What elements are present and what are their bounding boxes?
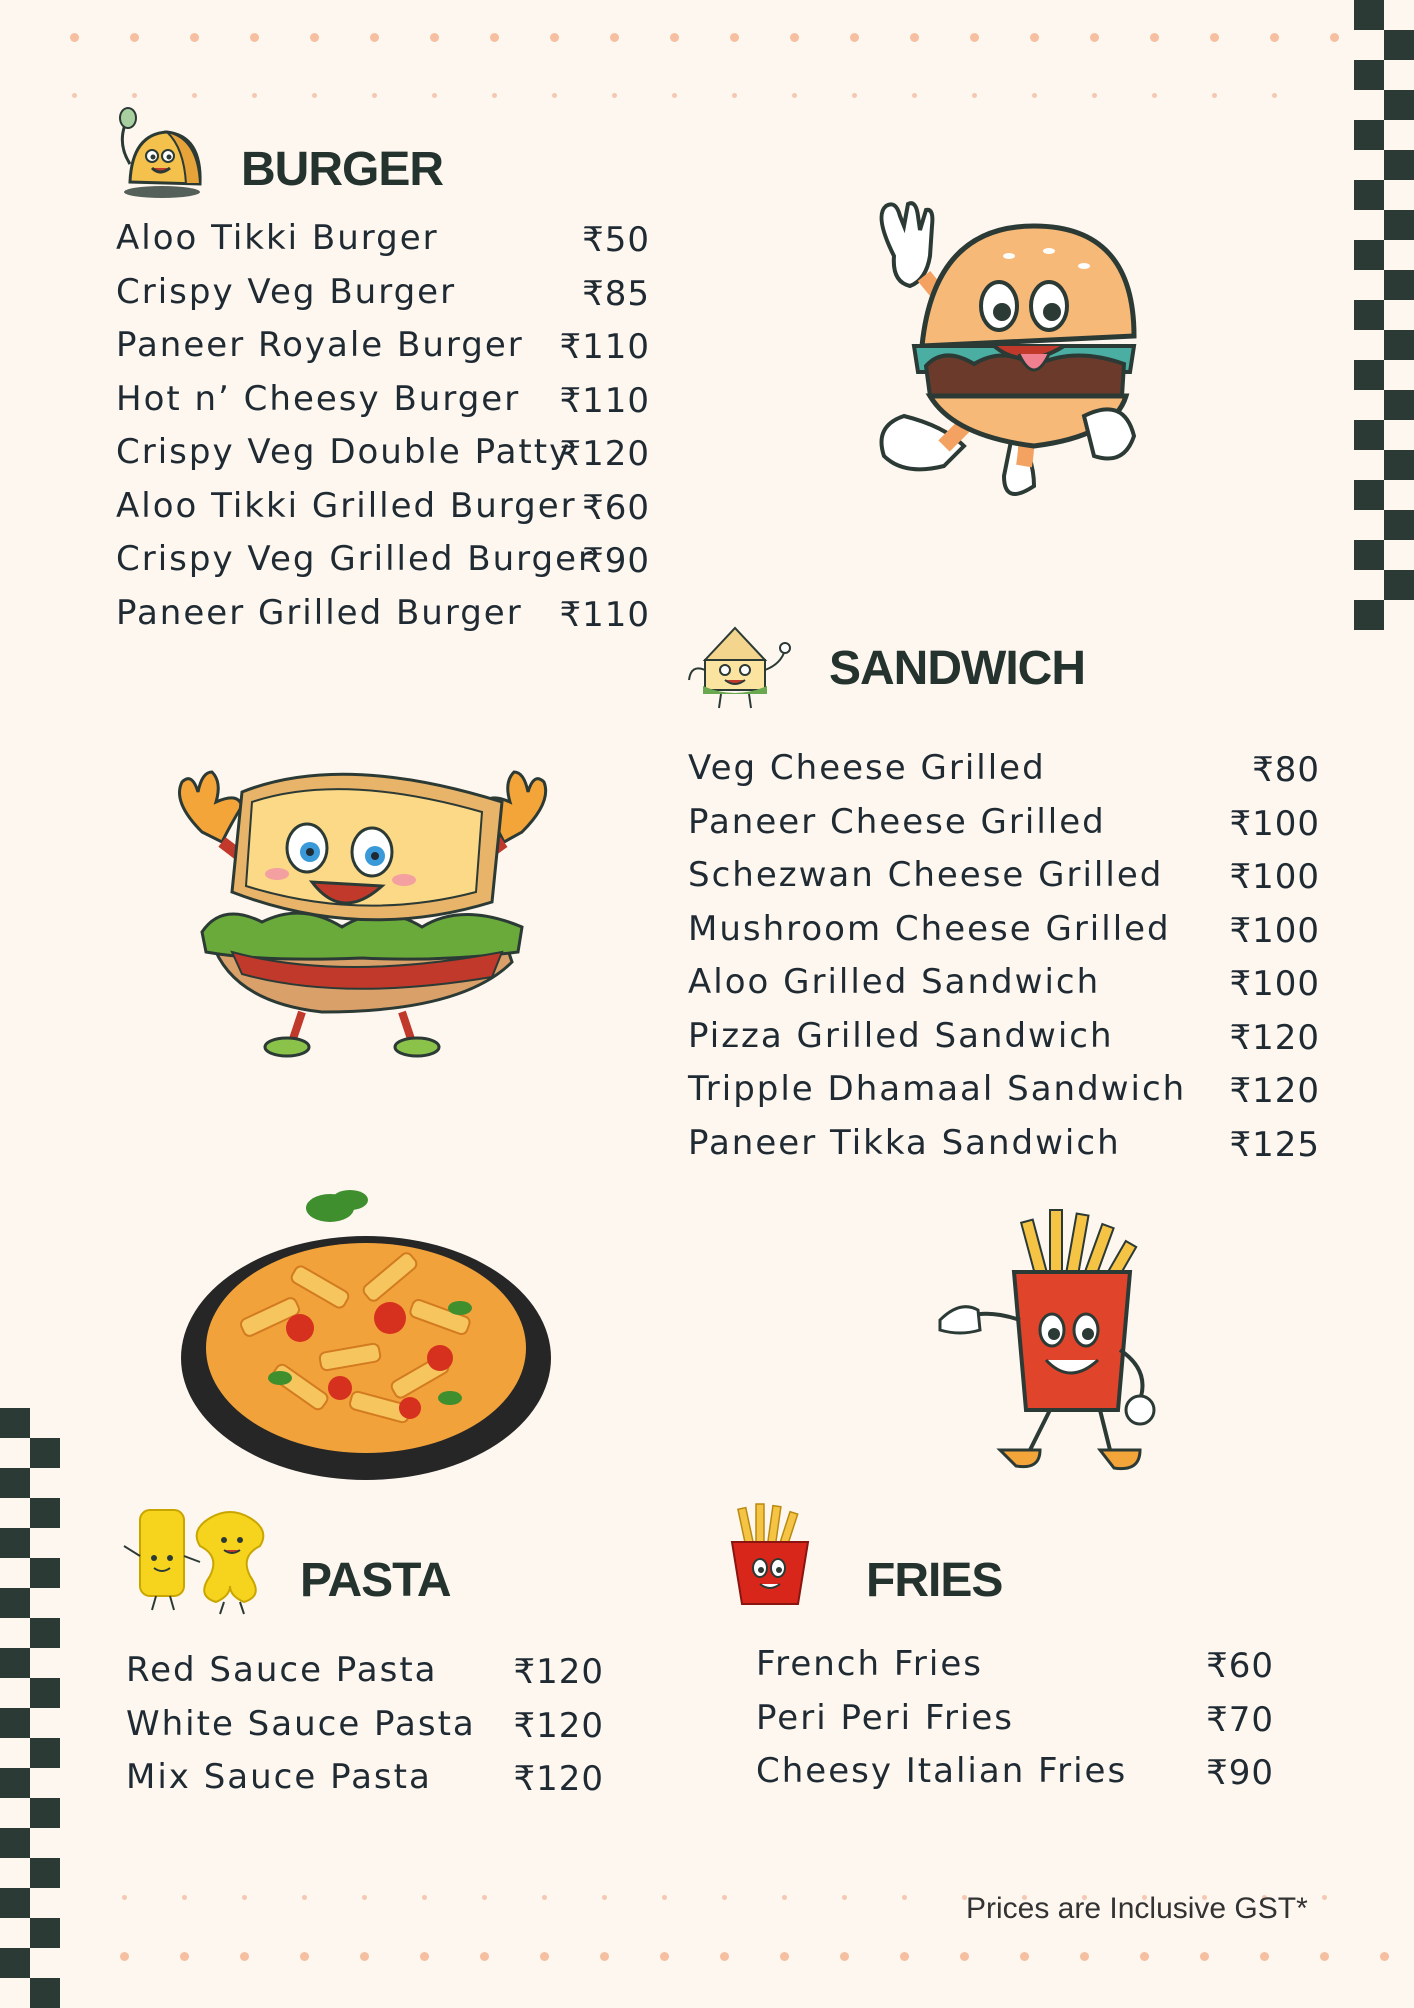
menu-item-row [688,1123,1320,1177]
menu-item-price: ₹100 [1229,964,1320,1004]
checker-cell [30,1798,60,1828]
top-dots-row [0,33,1414,47]
decorative-dot [250,33,259,42]
menu-item-price: ₹120 [1229,1071,1320,1111]
menu-item-name: Pizza Grilled Sandwich [688,1015,1114,1056]
menu-item-name: Aloo Tikki Burger [116,218,439,258]
decorative-dot [1092,93,1097,98]
decorative-dot [480,1952,489,1961]
decorative-dot [1322,1895,1327,1900]
fries-mascot-icon [930,1200,1172,1478]
gst-footnote: Prices are Inclusive GST* [966,1892,1308,1925]
checker-cell [1384,30,1414,60]
decorative-dot [372,93,377,98]
decorative-dot [612,93,617,98]
decorative-dot [1090,33,1099,42]
checker-cell [1384,270,1414,300]
checker-cell [0,1888,30,1918]
decorative-dot [492,93,497,98]
menu-item-row [688,962,1320,1016]
menu-item-row [688,855,1320,909]
menu-item-price: ₹70 [1206,1699,1274,1740]
decorative-dot [310,33,319,42]
decorative-dot [720,1952,729,1961]
sandwich-cartoon-illustration [142,762,588,1062]
decorative-dot [192,93,197,98]
menu-item-price: ₹120 [1229,1017,1320,1058]
menu-item-row [756,1698,1274,1752]
decorative-dot [1140,1952,1149,1961]
menu-item-name: Tripple Dhamaal Sandwich [688,1069,1187,1109]
checker-cell [0,1708,30,1738]
pasta-menu-list [126,1650,604,1811]
menu-item-name: Crispy Veg Burger [116,271,457,312]
decorative-dot [1320,1952,1329,1961]
decorative-dot [482,1895,487,1900]
checker-cell [1384,90,1414,120]
menu-item-row [688,909,1320,963]
decorative-dot [792,93,797,98]
checker-cell [0,1408,30,1438]
decorative-dot [840,1952,849,1961]
pasta-mascot-icon [120,1506,278,1616]
decorative-dot [130,33,139,42]
menu-item-row [688,1016,1320,1070]
decorative-dot [1380,1952,1389,1961]
menu-item-name: Crispy Veg Grilled Burger [116,539,595,579]
checker-cell [0,1588,30,1618]
decorative-dot [1032,93,1037,98]
menu-item-price: ₹110 [559,327,650,367]
bottom-dots-row [0,1952,1414,1966]
decorative-dot [362,1895,367,1900]
decorative-dot [422,1895,427,1900]
menu-item-name: Mix Sauce Pasta [126,1757,432,1797]
decorative-dot [132,93,137,98]
checker-cell [30,1858,60,1888]
decorative-dot [1330,33,1339,42]
menu-item-price: ₹90 [582,541,650,581]
pasta-section-title: PASTA [300,1554,451,1607]
burger-mascot-icon [834,196,1170,508]
menu-item-price: ₹100 [1229,803,1320,844]
fries-box-icon [726,1502,814,1608]
checker-cell [0,1528,30,1558]
checker-cell [1354,120,1384,150]
decorative-dot [780,1952,789,1961]
decorative-dot [1200,1952,1209,1961]
decorative-dot [852,93,857,98]
menu-item-row [756,1751,1274,1805]
decorative-dot [120,1952,129,1961]
menu-item-price: ₹80 [1252,750,1320,790]
checker-strip-top-right [1354,0,1414,630]
menu-item-price: ₹120 [513,1705,604,1746]
checker-cell [0,1948,30,1978]
decorative-dot [540,1952,549,1961]
menu-item-row [126,1650,604,1704]
menu-item-row [116,486,650,540]
checker-cell [30,1738,60,1768]
menu-item-row [116,272,650,326]
sandwich-mascot-icon [685,620,791,712]
decorative-dot [790,33,799,42]
pasta-plate-icon [180,1188,552,1488]
checker-cell [1384,510,1414,540]
menu-item-name: Paneer Cheese Grilled [688,801,1106,842]
checker-cell [0,1468,30,1498]
decorative-dot [960,1952,969,1961]
decorative-dot [552,93,557,98]
menu-item-name: Paneer Grilled Burger [116,592,523,633]
menu-item-price: ₹110 [559,380,650,421]
burger-menu-list [116,218,650,646]
decorative-dot [70,33,79,42]
checker-cell [1354,180,1384,210]
burger-section-title: BURGER [241,143,444,196]
checker-cell [1354,420,1384,450]
decorative-dot [910,33,919,42]
checker-cell [1354,600,1384,630]
decorative-dot [610,33,619,42]
checker-strip-bottom-left [0,1408,62,2000]
menu-item-price: ₹60 [582,487,650,528]
checker-cell [0,1768,30,1798]
menu-item-row [116,432,650,486]
menu-item-name: Schezwan Cheese Grilled [688,855,1164,895]
decorative-dot [660,1952,669,1961]
decorative-dot [1210,33,1219,42]
menu-item-row [126,1704,604,1758]
decorative-dot [730,33,739,42]
decorative-dot [1080,1952,1089,1961]
checker-cell [1354,0,1384,30]
decorative-dot [1152,93,1157,98]
decorative-dot [602,1895,607,1900]
menu-item-name: Mushroom Cheese Grilled [688,908,1171,949]
decorative-dot [1260,1952,1269,1961]
decorative-dot [180,1952,189,1961]
checker-cell [1384,570,1414,600]
checker-cell [1384,450,1414,480]
menu-item-row [688,802,1320,856]
menu-item-row [688,1069,1320,1123]
checker-cell [1354,540,1384,570]
menu-item-price: ₹50 [582,220,650,260]
decorative-dot [252,93,257,98]
checker-cell [1384,210,1414,240]
checker-cell [30,1438,60,1468]
taco-mascot-icon [112,104,212,200]
menu-item-name: White Sauce Pasta [126,1703,476,1744]
sandwich-section-title: SANDWICH [829,642,1085,695]
decorative-dot [300,1952,309,1961]
decorative-dot [542,1895,547,1900]
decorative-dot [1212,93,1217,98]
decorative-dot [842,1895,847,1900]
decorative-dot [722,1895,727,1900]
checker-cell [30,1678,60,1708]
decorative-dot [312,93,317,98]
decorative-dot [430,33,439,42]
decorative-dot [302,1895,307,1900]
decorative-dot [732,93,737,98]
menu-item-name: Cheesy Italian Fries [756,1751,1128,1791]
decorative-dot [900,1952,909,1961]
decorative-dot [420,1952,429,1961]
menu-item-row [688,748,1320,802]
decorative-dot [242,1895,247,1900]
decorative-dot [122,1895,127,1900]
fries-section-title: FRIES [866,1554,1003,1607]
menu-item-name: Red Sauce Pasta [126,1650,438,1690]
menu-item-name: French Fries [756,1644,983,1684]
decorative-dot [72,93,77,98]
decorative-dot [1020,1952,1029,1961]
checker-cell [0,1648,30,1678]
decorative-dot [1030,33,1039,42]
menu-item-row [756,1644,1274,1698]
decorative-dot [432,93,437,98]
decorative-dot [662,1895,667,1900]
decorative-dot [490,33,499,42]
checker-cell [30,1918,60,1948]
menu-item-price: ₹100 [1229,857,1320,897]
menu-item-name: Paneer Tikka Sandwich [688,1122,1121,1163]
menu-item-price: ₹60 [1206,1646,1274,1686]
decorative-dot [240,1952,249,1961]
checker-cell [1384,390,1414,420]
decorative-dot [360,1952,369,1961]
checker-cell [1354,480,1384,510]
menu-item-row [126,1757,604,1811]
menu-item-price: ₹85 [582,273,650,314]
sandwich-menu-list [688,748,1320,1176]
decorative-dot [970,33,979,42]
checker-cell [30,1558,60,1588]
menu-item-row [116,379,650,433]
decorative-dot [672,93,677,98]
checker-cell [30,1978,60,2008]
menu-item-price: ₹120 [513,1759,604,1799]
checker-cell [1354,360,1384,390]
menu-item-name: Hot n’ Cheesy Burger [116,378,521,419]
menu-item-price: ₹120 [513,1652,604,1692]
decorative-dot [600,1952,609,1961]
checker-cell [30,1498,60,1528]
menu-item-name: Aloo Tikki Grilled Burger [116,485,577,526]
checker-cell [1384,150,1414,180]
checker-cell [1354,60,1384,90]
menu-item-name: Aloo Grilled Sandwich [688,962,1101,1002]
menu-item-price: ₹90 [1206,1753,1274,1793]
menu-item-row [116,539,650,593]
menu-item-name: Veg Cheese Grilled [688,748,1046,788]
checker-cell [1384,330,1414,360]
decorative-dot [1272,93,1277,98]
decorative-dot [670,33,679,42]
decorative-dot [1150,33,1159,42]
decorative-dot [370,33,379,42]
decorative-dot [972,93,977,98]
top-dots-row-small [0,93,1414,107]
decorative-dot [912,93,917,98]
decorative-dot [902,1895,907,1900]
menu-item-row [116,593,650,647]
checker-cell [1354,240,1384,270]
decorative-dot [850,33,859,42]
fries-menu-list [756,1644,1274,1805]
menu-item-row [116,325,650,379]
checker-cell [30,1618,60,1648]
decorative-dot [1270,33,1279,42]
checker-cell [1354,300,1384,330]
menu-item-price: ₹110 [559,594,650,635]
menu-item-name: Peri Peri Fries [756,1697,1015,1738]
menu-item-row [116,218,650,272]
decorative-dot [182,1895,187,1900]
decorative-dot [550,33,559,42]
decorative-dot [782,1895,787,1900]
checker-cell [0,1828,30,1858]
menu-item-price: ₹120 [559,434,650,474]
menu-item-price: ₹100 [1229,910,1320,951]
menu-item-name: Crispy Veg Double Patty [116,432,572,472]
menu-item-name: Paneer Royale Burger [116,325,524,365]
menu-item-price: ₹125 [1229,1124,1320,1165]
decorative-dot [190,33,199,42]
